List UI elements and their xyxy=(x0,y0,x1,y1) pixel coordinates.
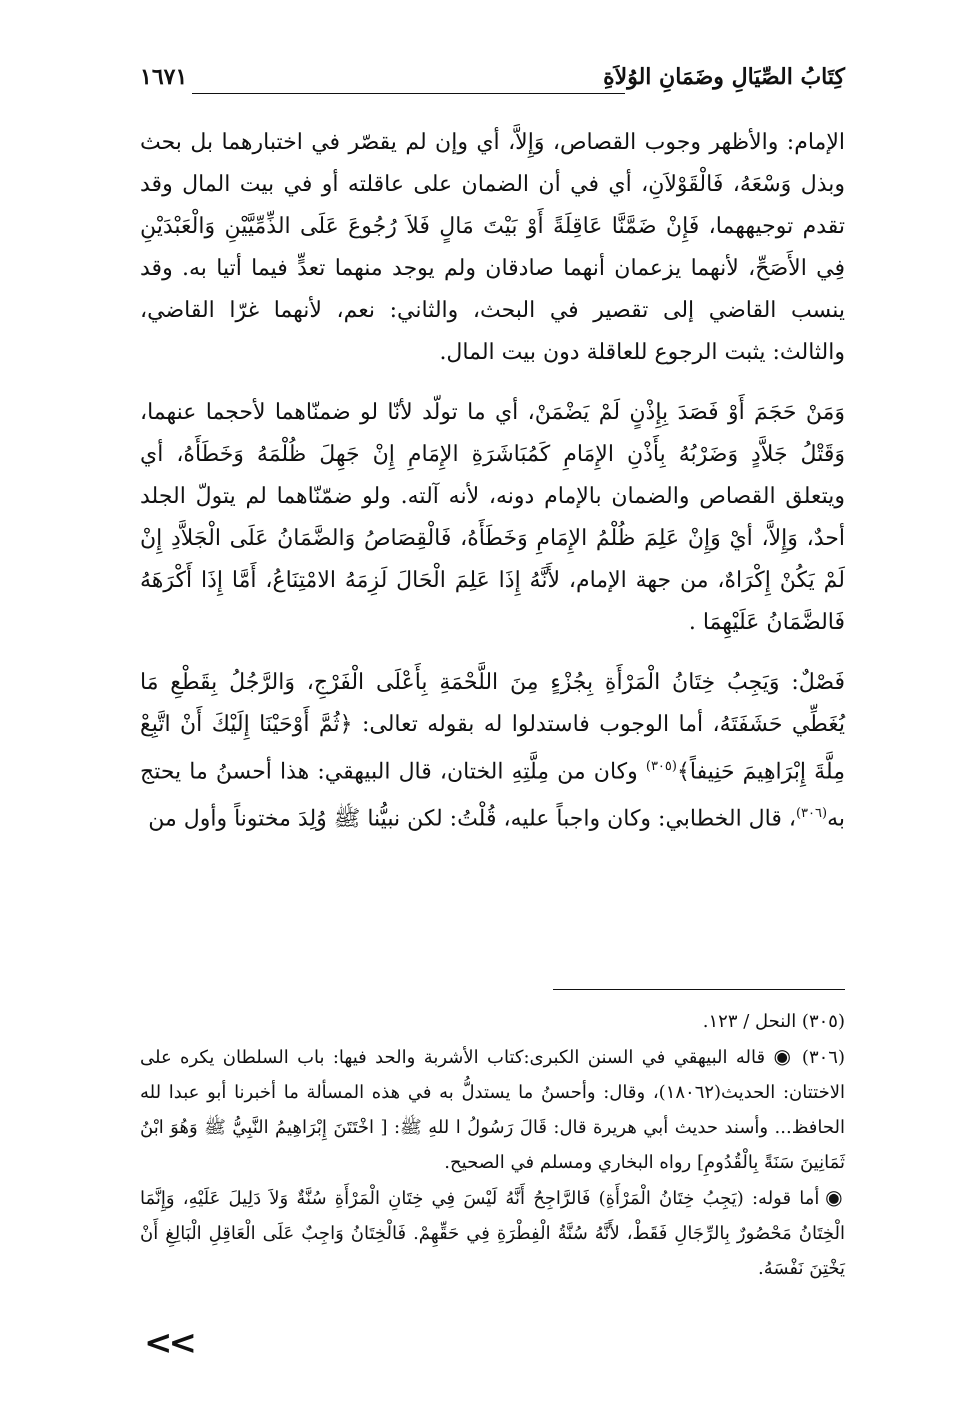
footnote-306-text: قاله البيهقي في السنن الكبرى:كتاب الأشربة والحد فيها: باب السلطان يكره على الاختتان: الحديث(١٨٠٦٢)، وقال: وأحسنُ ما يستدلُّ به في هذه المسألة ما أخبرنا أبو عبدا لله الحافظ... وأسند حديث أبي هريرة قال: قَالَ رَسُولُ ا للهِ ﷺ: [ اخْتَتَنَ إِبْرَاهِيمُ النَّبِيُّ ﷺ وَهُوَ ابْنُ ثَمَانِينَ سَنَةً بِالْقُدُومِ] رواه البخاري ومسلم في الصحيح. xyxy=(140,1047,845,1173)
footnote-306 xyxy=(140,1039,845,1180)
footnote-306-number: (٣٠٦) xyxy=(801,1047,845,1068)
header-rule xyxy=(192,93,625,94)
footnote-commentary-text: أما قوله: (يَجِبُ خِتَانُ الْمَرْأَةِ) فَالرَّاجِحُ أَنَّهُ لَيْسَ فِي خِتَانِ الْمَرْأَةِ سُنَّةٌ وَلاَ دَلِيلَ عَلَيْهِ، وَإِنَّمَا الْخِتَانُ مَحْصُورٌ بِالرِّجَالِ فَقَطْ، لأَنَّهُ سُنَّةُ الْفِطْرَةِ فِي حَقِّهِمْ. فَالْخِتَانُ وَاجِبٌ عَلَى الْعَاقِلِ الْبَالِغِ أَنْ يَخْتِنَ نَفْسَهُ. xyxy=(140,1188,845,1279)
footer-mark: << xyxy=(144,1323,193,1363)
header-title: كِتَابُ الصِّيَالِ وضَمَانِ الوُلاَةِ xyxy=(603,64,845,90)
footnote-305: (٣٠٥) النحل / ١٢٣. xyxy=(702,1011,845,1032)
paragraph-2: وَمَنْ حَجَمَ أَوْ فَصَدَ بِإِذْنٍ لَمْ يَضْمَنْ، أي ما تولّد لأنّا لو ضمنّاهما لأحجما عنهما، وَقَتْلُ جَلاَّدٍ وَضَرْبُهُ بِأَذْنِ الإِمَامِ كَمُبَاشَرَةِ الإِمَامِ إِنْ جَهِلَ ظُلْمَهُ وَخَطَأَهُ، أي ويتعلق القصاص والضمان بالإمام دونه، لأنه آلته. ولو ضمّنّاهما لم يتولّ الجلد أحدٌ، وَإِلاَّ، أيْ وَإِنْ عَلِمَ ظُلْمُ الإِمَامِ وَخَطَأَهُ، فَالْقِصَاصُ وَالضَّمَانُ عَلَى الْجَلاَّدِ إِنْ لَمْ يَكُنْ إِكْرَاهٌ، من جهة الإمام، لأَنَّهُ إِذَا عَلِمَ الْحَالَ لَزِمَهُ الامْتِنَاعُ، أَمَّا إِذَا أَكْرَهَهُ فَالضَّمَانُ عَلَيْهِمَا . xyxy=(140,400,845,635)
footnote-ref-305[interactable]: (٣٠٥) xyxy=(645,759,677,774)
bullet-icon: ◉ xyxy=(825,1185,845,1209)
paragraph-3-part-2: وكان من مِلَّتِهِ الختان، قال البيهقي: هذا أحسنُ ما يحتج به xyxy=(140,759,845,832)
page-number: ١٦٧١ xyxy=(140,64,188,90)
footnote-separator xyxy=(553,989,845,990)
paragraph-3 xyxy=(140,662,845,841)
running-header xyxy=(140,62,845,98)
paragraph-3-part-1: فَصْلٌ: وَيَجِبُ خِتَانُ الْمَرْأَةِ بِجُزْءٍ مِنَ اللَّحْمَةِ بِأَعْلَى الْفَرْجِ، وَالرَّجُلُ بِقَطْعِ مَا يُغَطِّي حَشَفَتَهُ، أما الوجوب فاستدلوا له بقوله تعالى: ﴿ثُمَّ أَوْحَيْنَا إِلَيْكَ أَنْ اتَّبِعْ مِلَّةَ إِبْرَاهِيمَ حَنِيفاً﴾ xyxy=(140,670,845,785)
footnote-commentary xyxy=(140,1180,845,1286)
paragraph-3-part-3: ، قال الخطابي: وكان واجباً عليه، قُلْتُ: لكن نبيُّنا ﷺ وُلِدَ مختوناً وأول من xyxy=(148,806,796,832)
footnote-ref-306[interactable]: (٣٠٦) xyxy=(795,806,828,822)
main-text xyxy=(140,122,845,841)
footnotes xyxy=(140,1004,845,1286)
bullet-icon: ◉ xyxy=(773,1044,794,1068)
paragraph-1: الإمام: والأظهر وجوب القصاص، وَإِلاَّ، أي وإن لم يقصّر في اختبارهما بل بحث وبذل وَسْعَهُ، فَالْقَوْلاَنِ، أي في أن الضمان على عاقلته أو في بيت المال وقد تقدم توجيههما، فَإِنْ ضَمَّنَّا عَاقِلَةً أَوْ بَيْتَ مَالٍ فَلاَ رُجُوعَ عَلَى الذِّمِّيَّيْنِ وَالْعَبْدَيْنِ فِي الأَصَحِّ، لأنهما يزعمان أنهما صادقان ولم يوجد منهما تعدٍّ فيما أتيا به. وقد ينسب القاضي إلى تقصير في البحث، والثاني: نعم، لأنهما غرّا القاضي، والثالث: يثبت الرجوع للعاقلة دون بيت المال. xyxy=(140,130,845,365)
